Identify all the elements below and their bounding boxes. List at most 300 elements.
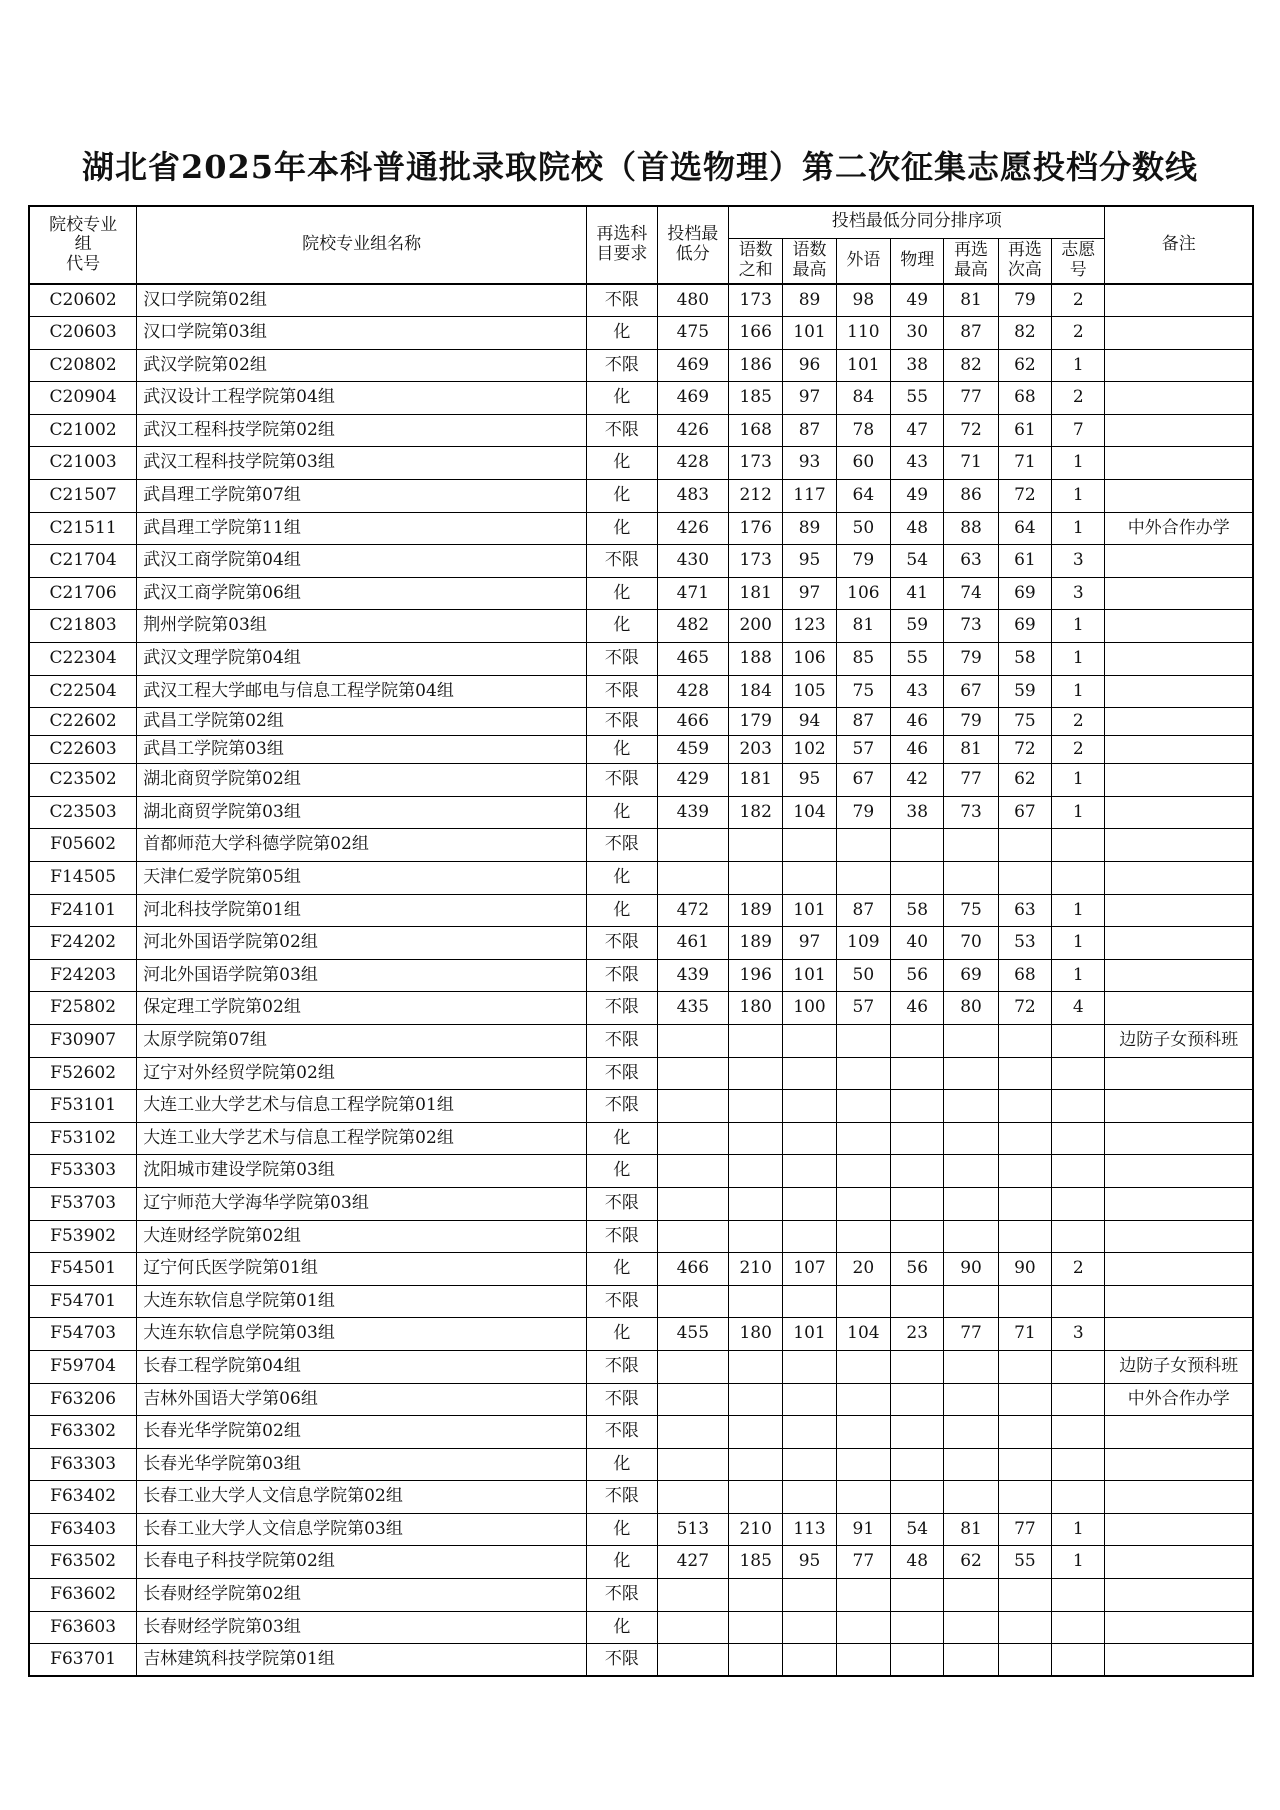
cell-foreign-language: [836, 1579, 890, 1612]
cell-requirement: 不限: [587, 1644, 657, 1677]
cell-elective-second: 68: [998, 959, 1051, 992]
cell-requirement: 不限: [587, 1057, 657, 1090]
cell-physics: 49: [891, 480, 944, 513]
table-row: [29, 1513, 1253, 1546]
cell-chinese-math-sum: 166: [729, 317, 783, 350]
cell-physics: [891, 1024, 944, 1057]
table-row: [29, 1122, 1253, 1155]
cell-chinese-math-sum: 179: [729, 708, 783, 736]
cell-chinese-math-sum: [729, 1057, 783, 1090]
cell-elective-second: 55: [998, 1546, 1051, 1579]
cell-code: C22304: [29, 643, 137, 676]
cell-chinese-math-sum: 185: [729, 382, 783, 415]
cell-chinese-math-sum: 181: [729, 764, 783, 797]
header-preference-no: 志愿 号: [1052, 238, 1105, 284]
cell-name: 沈阳城市建设学院第03组: [137, 1155, 587, 1188]
cell-chinese-math-sum: [729, 1220, 783, 1253]
cell-foreign-language: 57: [836, 992, 890, 1025]
cell-chinese-math-max: 93: [783, 447, 836, 480]
cell-preference-no: [1052, 1285, 1105, 1318]
table-row: [29, 610, 1253, 643]
cell-preference-no: 7: [1052, 414, 1105, 447]
cell-name: 武昌理工学院第11组: [137, 512, 587, 545]
cell-requirement: 不限: [587, 1285, 657, 1318]
cell-requirement: 化: [587, 382, 657, 415]
cell-code: C21002: [29, 414, 137, 447]
cell-chinese-math-max: [783, 1611, 836, 1644]
cell-foreign-language: [836, 1383, 890, 1416]
cell-preference-no: 1: [1052, 927, 1105, 960]
cell-chinese-math-max: [783, 1024, 836, 1057]
cell-note: [1105, 992, 1253, 1025]
cell-requirement: 化: [587, 610, 657, 643]
cell-code: F24101: [29, 894, 137, 927]
cell-name: 河北外国语学院第03组: [137, 959, 587, 992]
cell-physics: 46: [891, 736, 944, 764]
cell-code: C21706: [29, 577, 137, 610]
cell-min-score: [657, 1220, 728, 1253]
cell-min-score: 428: [657, 447, 728, 480]
table-row: [29, 1350, 1253, 1383]
cell-code: C22602: [29, 708, 137, 736]
cell-preference-no: [1052, 1579, 1105, 1612]
cell-elective-max: [944, 1057, 998, 1090]
cell-chinese-math-max: 107: [783, 1253, 836, 1286]
header-chinese-math-max: 语数 最高: [783, 238, 836, 284]
cell-physics: 42: [891, 764, 944, 797]
cell-foreign-language: [836, 1611, 890, 1644]
cell-code: F63701: [29, 1644, 137, 1677]
cell-min-score: 480: [657, 284, 728, 317]
cell-chinese-math-sum: [729, 829, 783, 862]
cell-physics: [891, 1448, 944, 1481]
cell-name: 保定理工学院第02组: [137, 992, 587, 1025]
cell-name: 河北科技学院第01组: [137, 894, 587, 927]
cell-code: F05602: [29, 829, 137, 862]
cell-elective-second: 71: [998, 1318, 1051, 1351]
cell-chinese-math-max: [783, 862, 836, 895]
cell-chinese-math-sum: 173: [729, 284, 783, 317]
cell-elective-second: 62: [998, 764, 1051, 797]
cell-requirement: 不限: [587, 545, 657, 578]
cell-requirement: 不限: [587, 829, 657, 862]
cell-elective-max: 67: [944, 675, 998, 708]
cell-elective-max: [944, 1187, 998, 1220]
cell-note: [1105, 643, 1253, 676]
cell-chinese-math-max: 101: [783, 1318, 836, 1351]
cell-foreign-language: [836, 1122, 890, 1155]
cell-min-score: 461: [657, 927, 728, 960]
cell-code: C21003: [29, 447, 137, 480]
cell-foreign-language: 110: [836, 317, 890, 350]
cell-name: 长春光华学院第02组: [137, 1416, 587, 1449]
cell-physics: [891, 829, 944, 862]
cell-preference-no: 1: [1052, 610, 1105, 643]
table-row: [29, 480, 1253, 513]
table-row: [29, 894, 1253, 927]
cell-requirement: 化: [587, 317, 657, 350]
cell-note: [1105, 1579, 1253, 1612]
cell-elective-max: [944, 1122, 998, 1155]
cell-note: [1105, 1513, 1253, 1546]
table-body: [29, 284, 1253, 1676]
cell-elective-second: [998, 1122, 1051, 1155]
cell-code: F53101: [29, 1090, 137, 1123]
cell-chinese-math-max: 106: [783, 643, 836, 676]
cell-name: 长春工程学院第04组: [137, 1350, 587, 1383]
cell-chinese-math-sum: [729, 1350, 783, 1383]
cell-physics: 40: [891, 927, 944, 960]
cell-name: 荆州学院第03组: [137, 610, 587, 643]
cell-physics: 55: [891, 643, 944, 676]
cell-chinese-math-sum: 186: [729, 349, 783, 382]
cell-physics: 55: [891, 382, 944, 415]
cell-elective-second: 72: [998, 736, 1051, 764]
cell-elective-max: [944, 862, 998, 895]
cell-elective-second: [998, 1057, 1051, 1090]
table-row: [29, 1579, 1253, 1612]
cell-code: F53703: [29, 1187, 137, 1220]
cell-name: 辽宁何氏医学院第01组: [137, 1253, 587, 1286]
cell-name: 长春财经学院第03组: [137, 1611, 587, 1644]
cell-name: 长春工业大学人文信息学院第03组: [137, 1513, 587, 1546]
cell-preference-no: 1: [1052, 1546, 1105, 1579]
cell-name: 武汉文理学院第04组: [137, 643, 587, 676]
cell-chinese-math-max: [783, 1350, 836, 1383]
cell-chinese-math-sum: [729, 1122, 783, 1155]
cell-code: C20603: [29, 317, 137, 350]
cell-name: 长春光华学院第03组: [137, 1448, 587, 1481]
cell-chinese-math-max: [783, 1481, 836, 1514]
table-row: [29, 1253, 1253, 1286]
cell-foreign-language: [836, 1448, 890, 1481]
cell-elective-max: [944, 1416, 998, 1449]
cell-elective-second: 62: [998, 349, 1051, 382]
cell-preference-no: 2: [1052, 382, 1105, 415]
cell-note: [1105, 1611, 1253, 1644]
cell-preference-no: [1052, 1416, 1105, 1449]
cell-physics: 54: [891, 545, 944, 578]
cell-physics: 38: [891, 796, 944, 829]
cell-chinese-math-sum: [729, 1383, 783, 1416]
cell-preference-no: [1052, 1187, 1105, 1220]
cell-elective-second: [998, 1187, 1051, 1220]
cell-min-score: [657, 1579, 728, 1612]
cell-name: 湖北商贸学院第02组: [137, 764, 587, 797]
cell-elective-max: 88: [944, 512, 998, 545]
header-requirement: 再选科 目要求: [587, 206, 657, 284]
cell-elective-second: [998, 1220, 1051, 1253]
cell-physics: 48: [891, 1546, 944, 1579]
cell-physics: [891, 1057, 944, 1090]
cell-name: 长春工业大学人文信息学院第02组: [137, 1481, 587, 1514]
cell-elective-second: [998, 1155, 1051, 1188]
cell-requirement: 不限: [587, 349, 657, 382]
cell-chinese-math-max: 97: [783, 927, 836, 960]
cell-min-score: 426: [657, 512, 728, 545]
cell-elective-max: 81: [944, 284, 998, 317]
cell-code: F59704: [29, 1350, 137, 1383]
cell-note: [1105, 382, 1253, 415]
cell-note: [1105, 1481, 1253, 1514]
cell-foreign-language: 79: [836, 545, 890, 578]
cell-foreign-language: [836, 1644, 890, 1677]
cell-preference-no: [1052, 1481, 1105, 1514]
cell-foreign-language: 78: [836, 414, 890, 447]
cell-elective-second: [998, 1383, 1051, 1416]
cell-chinese-math-max: [783, 1644, 836, 1677]
cell-physics: 43: [891, 447, 944, 480]
cell-elective-second: 53: [998, 927, 1051, 960]
cell-note: [1105, 829, 1253, 862]
cell-foreign-language: 101: [836, 349, 890, 382]
cell-note: [1105, 1546, 1253, 1579]
cell-name: 辽宁师范大学海华学院第03组: [137, 1187, 587, 1220]
cell-preference-no: [1052, 1122, 1105, 1155]
cell-note: [1105, 675, 1253, 708]
cell-requirement: 化: [587, 894, 657, 927]
cell-requirement: 化: [587, 1546, 657, 1579]
cell-requirement: 化: [587, 512, 657, 545]
cell-code: F63206: [29, 1383, 137, 1416]
cell-elective-second: 61: [998, 414, 1051, 447]
cell-min-score: [657, 829, 728, 862]
cell-foreign-language: 106: [836, 577, 890, 610]
table-row: [29, 829, 1253, 862]
cell-note: 边防子女预科班: [1105, 1024, 1253, 1057]
cell-elective-max: 72: [944, 414, 998, 447]
cell-code: C20904: [29, 382, 137, 415]
header-foreign-language: 外语: [836, 238, 890, 284]
cell-code: F63402: [29, 1481, 137, 1514]
cell-elective-second: [998, 829, 1051, 862]
cell-foreign-language: [836, 1155, 890, 1188]
cell-note: [1105, 480, 1253, 513]
cell-name: 武汉工程科技学院第02组: [137, 414, 587, 447]
cell-chinese-math-max: 117: [783, 480, 836, 513]
cell-chinese-math-sum: 180: [729, 1318, 783, 1351]
cell-elective-second: [998, 862, 1051, 895]
cell-foreign-language: 85: [836, 643, 890, 676]
cell-chinese-math-sum: [729, 1611, 783, 1644]
cell-foreign-language: 104: [836, 1318, 890, 1351]
table-row: [29, 1057, 1253, 1090]
cell-elective-second: [998, 1416, 1051, 1449]
cell-elective-second: 64: [998, 512, 1051, 545]
cell-elective-second: 59: [998, 675, 1051, 708]
cell-min-score: 513: [657, 1513, 728, 1546]
cell-min-score: 465: [657, 643, 728, 676]
cell-min-score: 482: [657, 610, 728, 643]
cell-foreign-language: 64: [836, 480, 890, 513]
cell-elective-max: 81: [944, 1513, 998, 1546]
cell-elective-second: 69: [998, 610, 1051, 643]
cell-preference-no: 2: [1052, 1253, 1105, 1286]
table-row: [29, 284, 1253, 317]
cell-foreign-language: 50: [836, 512, 890, 545]
cell-note: [1105, 927, 1253, 960]
cell-elective-max: 62: [944, 1546, 998, 1579]
cell-requirement: 不限: [587, 284, 657, 317]
cell-note: [1105, 1318, 1253, 1351]
cell-chinese-math-sum: 200: [729, 610, 783, 643]
cell-requirement: 不限: [587, 927, 657, 960]
cell-preference-no: 1: [1052, 894, 1105, 927]
cell-elective-max: [944, 1285, 998, 1318]
table-row: [29, 708, 1253, 736]
cell-min-score: [657, 1350, 728, 1383]
cell-elective-max: 70: [944, 927, 998, 960]
cell-preference-no: 3: [1052, 1318, 1105, 1351]
cell-requirement: 不限: [587, 643, 657, 676]
cell-requirement: 化: [587, 1318, 657, 1351]
cell-min-score: 466: [657, 708, 728, 736]
cell-code: F24203: [29, 959, 137, 992]
cell-name: 武昌理工学院第07组: [137, 480, 587, 513]
cell-foreign-language: [836, 862, 890, 895]
cell-code: F63502: [29, 1546, 137, 1579]
cell-min-score: 435: [657, 992, 728, 1025]
cell-elective-max: 79: [944, 708, 998, 736]
cell-code: C20602: [29, 284, 137, 317]
cell-code: F24202: [29, 927, 137, 960]
cell-chinese-math-sum: 173: [729, 545, 783, 578]
cell-chinese-math-sum: 189: [729, 927, 783, 960]
cell-physics: [891, 1644, 944, 1677]
cell-preference-no: 2: [1052, 708, 1105, 736]
cell-foreign-language: 87: [836, 708, 890, 736]
cell-foreign-language: [836, 829, 890, 862]
cell-min-score: [657, 1122, 728, 1155]
cell-requirement: 不限: [587, 414, 657, 447]
cell-requirement: 化: [587, 480, 657, 513]
cell-preference-no: 2: [1052, 317, 1105, 350]
cell-elective-second: 79: [998, 284, 1051, 317]
cell-preference-no: [1052, 1220, 1105, 1253]
cell-requirement: 不限: [587, 1350, 657, 1383]
cell-requirement: 化: [587, 1122, 657, 1155]
cell-name: 武汉学院第02组: [137, 349, 587, 382]
cell-chinese-math-max: 95: [783, 1546, 836, 1579]
cell-chinese-math-max: [783, 1448, 836, 1481]
cell-foreign-language: 20: [836, 1253, 890, 1286]
cell-min-score: 427: [657, 1546, 728, 1579]
cell-foreign-language: 84: [836, 382, 890, 415]
cell-min-score: 472: [657, 894, 728, 927]
cell-preference-no: [1052, 829, 1105, 862]
cell-requirement: 化: [587, 736, 657, 764]
cell-preference-no: 2: [1052, 284, 1105, 317]
cell-preference-no: 1: [1052, 675, 1105, 708]
cell-chinese-math-sum: [729, 1481, 783, 1514]
cell-requirement: 化: [587, 577, 657, 610]
cell-elective-second: 68: [998, 382, 1051, 415]
cell-physics: 46: [891, 708, 944, 736]
cell-code: C22504: [29, 675, 137, 708]
cell-code: F63302: [29, 1416, 137, 1449]
cell-min-score: 483: [657, 480, 728, 513]
table-row: [29, 447, 1253, 480]
cell-note: [1105, 447, 1253, 480]
cell-note: [1105, 1057, 1253, 1090]
cell-chinese-math-max: [783, 1122, 836, 1155]
cell-preference-no: [1052, 1448, 1105, 1481]
cell-note: 中外合作办学: [1105, 1383, 1253, 1416]
cell-chinese-math-max: 87: [783, 414, 836, 447]
cell-code: C21511: [29, 512, 137, 545]
cell-chinese-math-max: 96: [783, 349, 836, 382]
cell-min-score: 439: [657, 796, 728, 829]
cell-note: [1105, 959, 1253, 992]
cell-code: F54701: [29, 1285, 137, 1318]
cell-elective-second: [998, 1448, 1051, 1481]
cell-requirement: 不限: [587, 1220, 657, 1253]
cell-requirement: 化: [587, 447, 657, 480]
cell-chinese-math-sum: 203: [729, 736, 783, 764]
cell-chinese-math-max: [783, 1220, 836, 1253]
cell-note: [1105, 349, 1253, 382]
table-row: [29, 512, 1253, 545]
cell-min-score: 455: [657, 1318, 728, 1351]
table-row: [29, 577, 1253, 610]
table-row: [29, 1546, 1253, 1579]
table-row: [29, 317, 1253, 350]
cell-min-score: [657, 1481, 728, 1514]
cell-chinese-math-max: 89: [783, 512, 836, 545]
cell-min-score: [657, 1057, 728, 1090]
cell-foreign-language: [836, 1057, 890, 1090]
cell-note: [1105, 1155, 1253, 1188]
cell-elective-max: [944, 1090, 998, 1123]
cell-elective-max: [944, 1220, 998, 1253]
cell-physics: 49: [891, 284, 944, 317]
cell-requirement: 不限: [587, 675, 657, 708]
cell-code: F30907: [29, 1024, 137, 1057]
cell-code: F63603: [29, 1611, 137, 1644]
cell-name: 湖北商贸学院第03组: [137, 796, 587, 829]
cell-elective-second: 69: [998, 577, 1051, 610]
header-tiebreak-group: 投档最低分同分排序项: [729, 206, 1105, 238]
cell-code: F25802: [29, 992, 137, 1025]
cell-chinese-math-max: [783, 1383, 836, 1416]
cell-name: 天津仁爱学院第05组: [137, 862, 587, 895]
cell-preference-no: 2: [1052, 736, 1105, 764]
cell-foreign-language: 98: [836, 284, 890, 317]
cell-elective-max: 74: [944, 577, 998, 610]
cell-note: [1105, 414, 1253, 447]
cell-chinese-math-max: 94: [783, 708, 836, 736]
cell-preference-no: 1: [1052, 480, 1105, 513]
cell-elective-max: 75: [944, 894, 998, 927]
cell-elective-max: 73: [944, 610, 998, 643]
cell-chinese-math-sum: 210: [729, 1513, 783, 1546]
cell-requirement: 化: [587, 1448, 657, 1481]
cell-note: [1105, 545, 1253, 578]
cell-chinese-math-sum: 182: [729, 796, 783, 829]
cell-chinese-math-max: 97: [783, 577, 836, 610]
cell-min-score: 439: [657, 959, 728, 992]
cell-physics: [891, 1416, 944, 1449]
cell-name: 武汉工程大学邮电与信息工程学院第04组: [137, 675, 587, 708]
cell-code: F63602: [29, 1579, 137, 1612]
cell-chinese-math-max: [783, 1155, 836, 1188]
cell-note: [1105, 1416, 1253, 1449]
cell-requirement: 不限: [587, 1090, 657, 1123]
cell-physics: 46: [891, 992, 944, 1025]
cell-code: F54501: [29, 1253, 137, 1286]
cell-foreign-language: [836, 1220, 890, 1253]
cell-elective-second: 90: [998, 1253, 1051, 1286]
